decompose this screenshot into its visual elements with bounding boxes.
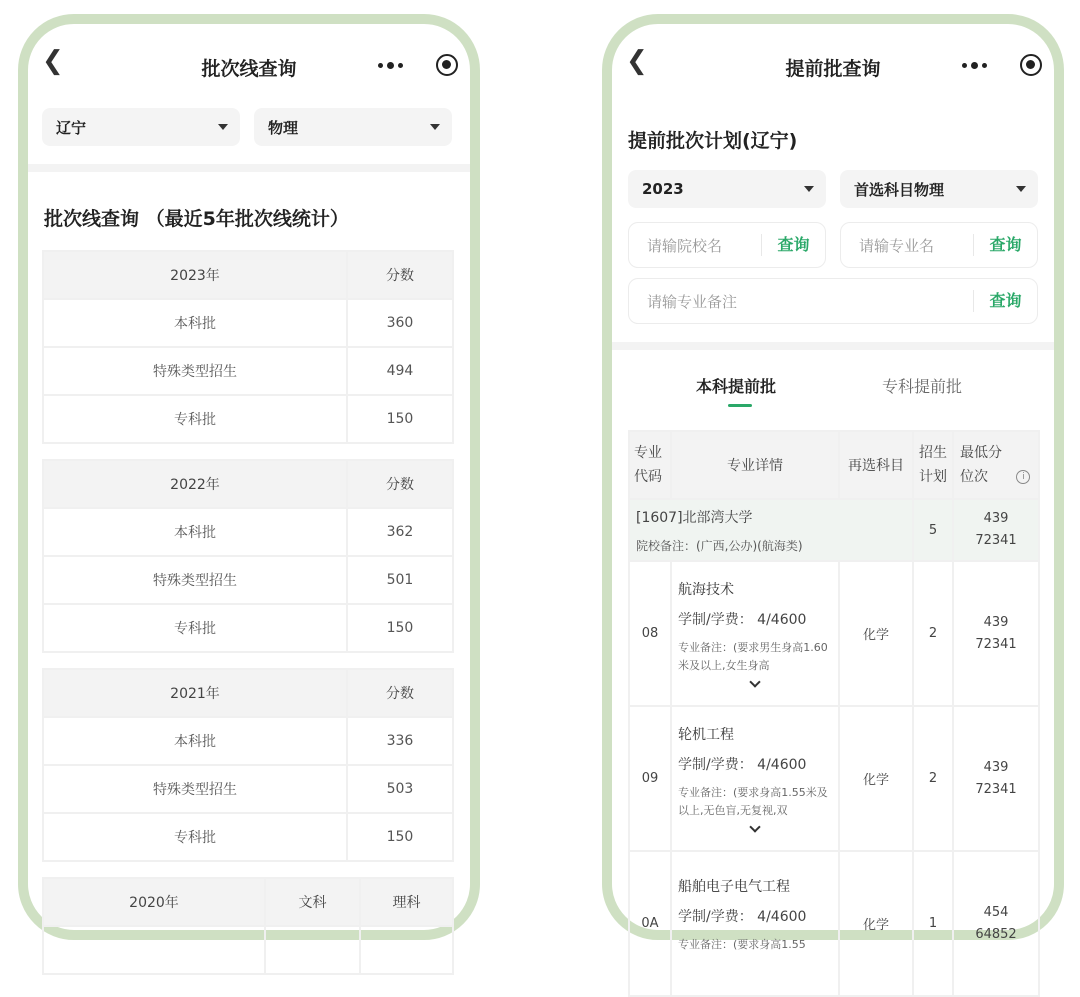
tab-undergraduate-early[interactable]: 本科提前批 bbox=[696, 377, 777, 396]
tab-vocational-early[interactable]: 专科提前批 bbox=[882, 377, 963, 396]
batch-tabs bbox=[612, 354, 1054, 418]
table-row bbox=[43, 765, 453, 813]
caret-down-icon bbox=[430, 124, 440, 130]
major-note: 专业备注：(要求身高1.55 bbox=[678, 937, 806, 951]
table-row[interactable] bbox=[629, 561, 1039, 706]
score-header: 分数 bbox=[347, 669, 453, 717]
more-icon[interactable] bbox=[378, 62, 403, 69]
year-select[interactable] bbox=[628, 170, 826, 208]
active-tab-indicator bbox=[728, 404, 752, 407]
close-target-icon[interactable] bbox=[1020, 54, 1042, 76]
note-search-button[interactable]: 查询 bbox=[973, 290, 1037, 312]
reselect-subject: 化学 bbox=[839, 561, 913, 706]
page-title: 批次线查询 bbox=[201, 58, 297, 80]
chevron-down-icon[interactable] bbox=[678, 675, 832, 689]
min-score-rank bbox=[953, 499, 1039, 561]
score-header: 分数 bbox=[347, 460, 453, 508]
min-score-rank bbox=[953, 561, 1039, 706]
major-search bbox=[840, 222, 1038, 268]
divider bbox=[612, 342, 1054, 350]
min-score-rank bbox=[953, 851, 1039, 996]
batch-label: 专科批 bbox=[43, 813, 347, 861]
table-row bbox=[43, 395, 453, 443]
chevron-left-icon[interactable]: ❮ bbox=[626, 46, 648, 76]
table-row bbox=[43, 347, 453, 395]
batch-label: 本科批 bbox=[43, 299, 347, 347]
province-value: 辽宁 bbox=[56, 118, 87, 137]
score-table-2023 bbox=[42, 250, 454, 444]
min-rank: 72341 bbox=[975, 636, 1017, 652]
school-search bbox=[628, 222, 826, 268]
batch-score: 362 bbox=[347, 508, 453, 556]
plan-count: 2 bbox=[913, 706, 953, 851]
batch-label: 本科批 bbox=[43, 508, 347, 556]
rank-header-label: 最低分位次 bbox=[960, 445, 1002, 485]
batch-score: 336 bbox=[347, 717, 453, 765]
plan-header: 招生计划 bbox=[913, 431, 953, 499]
batch-score: 150 bbox=[347, 395, 453, 443]
navbar bbox=[28, 24, 470, 102]
science-header: 理科 bbox=[360, 878, 453, 926]
major-fee: 学制/学费： 4/4600 bbox=[678, 908, 807, 925]
reselect-header: 再选科目 bbox=[839, 431, 913, 499]
major-code: 09 bbox=[629, 706, 671, 851]
table-row bbox=[43, 508, 453, 556]
major-note: 专业备注：(要求身高1.55米及以上,无色盲,无复视,双 bbox=[678, 785, 828, 817]
divider bbox=[28, 164, 470, 172]
year-header: 2020年 bbox=[43, 878, 265, 926]
year-header: 2023年 bbox=[43, 251, 347, 299]
major-name: 轮机工程 bbox=[678, 726, 734, 743]
major-detail bbox=[671, 706, 839, 851]
table-row bbox=[43, 717, 453, 765]
liberal-arts-header: 文科 bbox=[265, 878, 360, 926]
table-row bbox=[43, 926, 453, 974]
page-title: 提前批查询 bbox=[785, 58, 881, 80]
batch-score: 150 bbox=[347, 604, 453, 652]
year-header: 2022年 bbox=[43, 460, 347, 508]
miniapp-capsule bbox=[364, 46, 464, 84]
batch-score: 360 bbox=[347, 299, 453, 347]
first-subject-value: 首选科目物理 bbox=[854, 180, 945, 199]
miniapp-capsule bbox=[948, 46, 1048, 84]
table-row[interactable] bbox=[629, 851, 1039, 996]
chevron-left-icon[interactable]: ❮ bbox=[42, 46, 64, 76]
min-rank: 72341 bbox=[975, 533, 1017, 548]
more-icon[interactable] bbox=[962, 62, 987, 69]
major-search-input[interactable]: 请输专业名 bbox=[859, 236, 935, 255]
major-fee: 学制/学费： 4/4600 bbox=[678, 756, 807, 773]
batch-score: 150 bbox=[347, 813, 453, 861]
major-detail bbox=[671, 851, 839, 996]
batch-label: 特殊类型招生 bbox=[43, 347, 347, 395]
province-select[interactable] bbox=[42, 108, 240, 146]
caret-down-icon bbox=[1016, 186, 1026, 192]
plan-count: 2 bbox=[913, 561, 953, 706]
min-score: 454 bbox=[983, 904, 1009, 920]
plan-count: 1 bbox=[913, 851, 953, 996]
score-table-2022 bbox=[42, 459, 454, 653]
rank-header bbox=[953, 431, 1039, 499]
table-row bbox=[43, 604, 453, 652]
score-header: 分数 bbox=[347, 251, 453, 299]
min-score-rank bbox=[953, 706, 1039, 851]
plan-count: 5 bbox=[913, 499, 953, 561]
batch-label: 专科批 bbox=[43, 604, 347, 652]
school-row[interactable] bbox=[629, 499, 1039, 561]
major-name: 船舶电子电气工程 bbox=[678, 878, 790, 895]
note-search-input[interactable]: 请输专业备注 bbox=[647, 292, 738, 311]
table-row bbox=[43, 556, 453, 604]
major-fee: 学制/学费： 4/4600 bbox=[678, 611, 807, 628]
min-score: 439 bbox=[983, 759, 1009, 775]
subject-value: 物理 bbox=[268, 118, 299, 137]
detail-header: 专业详情 bbox=[671, 431, 839, 499]
batch-label: 特殊类型招生 bbox=[43, 556, 347, 604]
chevron-down-icon[interactable] bbox=[678, 820, 832, 834]
school-note: 院校备注：(广西,公办)(航海类) bbox=[636, 538, 803, 553]
year-value: 2023 bbox=[642, 180, 684, 198]
batch-score: 501 bbox=[347, 556, 453, 604]
code-header: 专业代码 bbox=[629, 431, 671, 499]
subject-select[interactable] bbox=[254, 108, 452, 146]
caret-down-icon bbox=[218, 124, 228, 130]
batch-label: 特殊类型招生 bbox=[43, 765, 347, 813]
batch-score: 503 bbox=[347, 765, 453, 813]
batch-label: 专科批 bbox=[43, 395, 347, 443]
batch-label: 本科批 bbox=[43, 717, 347, 765]
min-rank: 64852 bbox=[975, 926, 1017, 942]
plan-table bbox=[628, 430, 1040, 997]
right-phone-screen bbox=[602, 14, 1064, 951]
close-target-icon[interactable] bbox=[436, 54, 458, 76]
section-title: 批次线查询 （最近5年批次线统计） bbox=[44, 208, 349, 230]
year-header: 2021年 bbox=[43, 669, 347, 717]
caret-down-icon bbox=[804, 186, 814, 192]
school-name: [1607]北部湾大学 bbox=[636, 509, 753, 526]
major-code: 0A bbox=[629, 851, 671, 996]
school-search-input[interactable]: 请输院校名 bbox=[647, 236, 723, 255]
major-name: 航海技术 bbox=[678, 581, 734, 598]
min-score: 439 bbox=[983, 511, 1009, 526]
reselect-subject: 化学 bbox=[839, 706, 913, 851]
info-icon[interactable]: i bbox=[1016, 470, 1030, 484]
score-table-2021 bbox=[42, 668, 454, 862]
major-detail bbox=[671, 561, 839, 706]
min-score: 439 bbox=[983, 614, 1009, 630]
left-phone-screen bbox=[18, 14, 480, 940]
note-search bbox=[628, 278, 1038, 324]
first-subject-select[interactable] bbox=[840, 170, 1038, 208]
score-table-2020 bbox=[42, 877, 454, 975]
plan-title: 提前批次计划(辽宁) bbox=[628, 130, 798, 152]
major-note: 专业备注：(要求男生身高1.60米及以上,女生身高 bbox=[678, 640, 828, 672]
major-code: 08 bbox=[629, 561, 671, 706]
table-row bbox=[43, 813, 453, 861]
navbar bbox=[612, 24, 1054, 102]
school-search-button[interactable]: 查询 bbox=[761, 234, 825, 256]
min-rank: 72341 bbox=[975, 781, 1017, 797]
table-row bbox=[43, 299, 453, 347]
major-search-button[interactable]: 查询 bbox=[973, 234, 1037, 256]
table-row[interactable] bbox=[629, 706, 1039, 851]
reselect-subject: 化学 bbox=[839, 851, 913, 996]
batch-score: 494 bbox=[347, 347, 453, 395]
